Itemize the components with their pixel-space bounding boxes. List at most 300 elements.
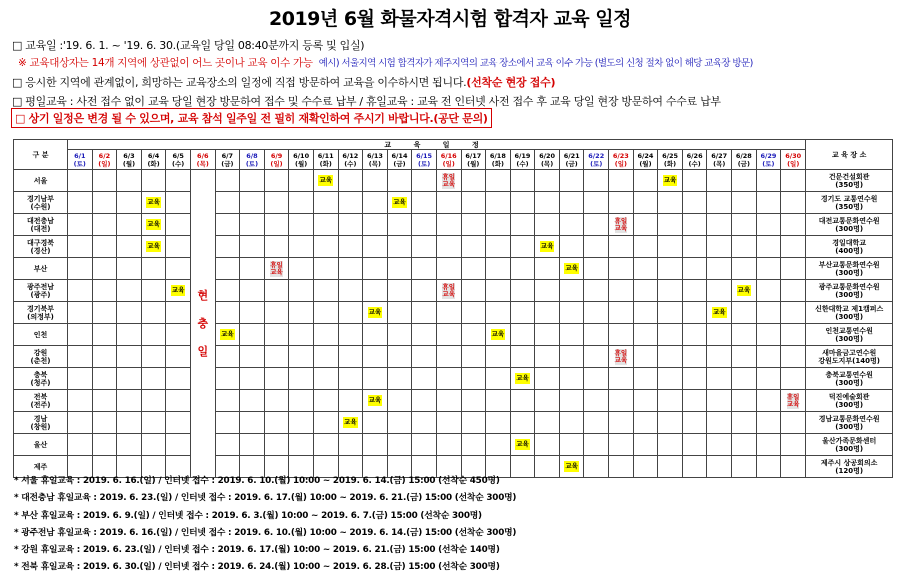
schedule-cell xyxy=(412,280,437,302)
schedule-cell xyxy=(633,324,658,346)
schedule-cell xyxy=(141,412,166,434)
schedule-cell xyxy=(338,324,363,346)
schedule-cell xyxy=(436,302,461,324)
schedule-cell xyxy=(461,324,486,346)
date-cell: 6/19 (수) xyxy=(510,150,535,170)
schedule-cell xyxy=(584,412,609,434)
schedule-cell xyxy=(510,368,535,390)
schedule-cell xyxy=(141,390,166,412)
schedule-cell xyxy=(707,390,732,412)
schedule-cell xyxy=(707,324,732,346)
education-badge: 교육 xyxy=(171,286,185,294)
schedule-cell xyxy=(535,192,560,214)
schedule-cell xyxy=(240,302,265,324)
schedule-cell xyxy=(609,324,634,346)
schedule-cell xyxy=(313,280,338,302)
schedule-cell xyxy=(707,280,732,302)
date-cell: 6/12 (수) xyxy=(338,150,363,170)
schedule-cell xyxy=(658,456,683,478)
schedule-cell xyxy=(387,368,412,390)
schedule-cell xyxy=(732,434,757,456)
region-cell: 경기남부 (수원) xyxy=(14,192,68,214)
schedule-cell xyxy=(387,280,412,302)
schedule-cell xyxy=(559,170,584,192)
date-cell: 6/4 (화) xyxy=(141,150,166,170)
schedule-cell xyxy=(141,324,166,346)
holiday-notes xyxy=(14,473,516,577)
schedule-cell xyxy=(68,280,93,302)
schedule-cell xyxy=(658,412,683,434)
schedule-cell xyxy=(363,324,388,346)
date-cell: 6/29 (토) xyxy=(756,150,781,170)
schedule-cell xyxy=(215,390,240,412)
schedule-cell xyxy=(240,192,265,214)
schedule-cell xyxy=(633,368,658,390)
holiday-education-badge: 휴일 교육 xyxy=(442,172,455,188)
schedule-cell xyxy=(68,412,93,434)
schedule-cell xyxy=(387,302,412,324)
schedule-cell xyxy=(264,236,289,258)
schedule-cell xyxy=(732,390,757,412)
schedule-cell xyxy=(264,258,289,280)
schedule-cell xyxy=(781,412,806,434)
schedule-cell xyxy=(510,324,535,346)
holiday-education-badge: 휴일 교육 xyxy=(442,282,455,298)
education-badge: 교육 xyxy=(147,198,160,206)
schedule-cell xyxy=(117,214,142,236)
schedule-cell xyxy=(633,434,658,456)
memorial-day-char: 충 xyxy=(197,316,209,330)
place-cell: 인천교통연수원 (300명) xyxy=(806,324,893,346)
place-cell: 울산가족문화센터 (300명) xyxy=(806,434,893,456)
schedule-cell xyxy=(609,214,634,236)
schedule-cell xyxy=(240,236,265,258)
schedule-cell xyxy=(240,280,265,302)
note-item: * 서울 휴일교육 : 2019. 6. 16.(일) / 인터넷 접수 : 2019. 6. 10.(월) 10:00 ~ 2019. 6. 14.(금) 15:00 (선착순 450명) xyxy=(14,476,500,486)
education-badge: 교육 xyxy=(565,462,578,470)
schedule-cell xyxy=(363,258,388,280)
schedule-cell xyxy=(781,302,806,324)
schedule-cell xyxy=(707,456,732,478)
schedule-cell xyxy=(756,346,781,368)
schedule-cell xyxy=(682,192,707,214)
schedule-cell xyxy=(609,434,634,456)
region-cell: 강원 (춘천) xyxy=(14,346,68,368)
schedule-cell xyxy=(781,324,806,346)
schedule-cell xyxy=(289,170,314,192)
holiday-education-badge: 휴일 교육 xyxy=(614,216,628,232)
schedule-cell xyxy=(68,368,93,390)
date-cell: 6/30 (일) xyxy=(781,150,806,170)
schedule-cell xyxy=(313,368,338,390)
date-cell: 6/27 (목) xyxy=(707,150,732,170)
education-badge: 교육 xyxy=(147,242,160,250)
schedule-cell xyxy=(92,258,117,280)
schedule-cell xyxy=(486,368,511,390)
schedule-cell xyxy=(387,390,412,412)
schedule-cell xyxy=(756,390,781,412)
schedule-cell xyxy=(166,412,191,434)
schedule-cell xyxy=(240,170,265,192)
schedule-cell xyxy=(461,192,486,214)
schedule-cell xyxy=(240,214,265,236)
place-cell: 대전교통문화연수원 (300명) xyxy=(806,214,893,236)
date-cell: 6/11 (화) xyxy=(313,150,338,170)
schedule-cell xyxy=(141,258,166,280)
schedule-cell xyxy=(92,324,117,346)
schedule-cell xyxy=(264,302,289,324)
schedule-cell xyxy=(584,258,609,280)
schedule-cell xyxy=(633,214,658,236)
table-row xyxy=(14,236,893,258)
schedule-cell xyxy=(141,214,166,236)
date-cell: 6/21 (금) xyxy=(559,150,584,170)
place-cell: 경일대학교 (400명) xyxy=(806,236,893,258)
date-cell: 6/2 (일) xyxy=(92,150,117,170)
schedule-cell xyxy=(535,280,560,302)
schedule-cell xyxy=(313,192,338,214)
schedule-cell xyxy=(436,434,461,456)
schedule-cell xyxy=(264,434,289,456)
schedule-cell xyxy=(289,280,314,302)
schedule-cell xyxy=(387,346,412,368)
schedule-cell xyxy=(781,170,806,192)
date-cell: 6/3 (월) xyxy=(117,150,142,170)
note-item: * 대전충남 휴일교육 : 2019. 6. 23.(일) / 인터넷 접수 : 2019. 6. 17.(월) 10:00 ~ 2019. 6. 21.(금) 15:00 (선착순 300명) xyxy=(14,493,517,504)
schedule-cell xyxy=(781,214,806,236)
schedule-cell xyxy=(584,434,609,456)
schedule-cell xyxy=(756,456,781,478)
schedule-cell xyxy=(68,346,93,368)
region-cell: 광주전남 (광주) xyxy=(14,280,68,302)
schedule-cell xyxy=(215,258,240,280)
region-cell: 전북 (전주) xyxy=(14,390,68,412)
schedule-cell xyxy=(141,170,166,192)
schedule-cell xyxy=(264,324,289,346)
schedule-cell xyxy=(584,390,609,412)
schedule-cell xyxy=(732,346,757,368)
schedule-cell xyxy=(215,368,240,390)
schedule-cell xyxy=(584,192,609,214)
schedule-cell xyxy=(486,258,511,280)
schedule-cell xyxy=(559,390,584,412)
schedule-cell xyxy=(166,192,191,214)
schedule-cell xyxy=(510,192,535,214)
schedule-cell xyxy=(707,434,732,456)
schedule-cell xyxy=(338,390,363,412)
education-badge: 교육 xyxy=(712,308,726,316)
region-cell: 서울 xyxy=(14,170,68,192)
schedule-cell xyxy=(264,192,289,214)
schedule-cell xyxy=(510,236,535,258)
schedule-cell xyxy=(559,346,584,368)
schedule-cell xyxy=(68,214,93,236)
schedule-cell xyxy=(609,390,634,412)
schedule-cell xyxy=(117,170,142,192)
schedule-cell xyxy=(732,368,757,390)
schedule-cell xyxy=(289,390,314,412)
education-badge: 교육 xyxy=(319,176,333,184)
schedule-cell xyxy=(584,302,609,324)
schedule-cell xyxy=(166,258,191,280)
education-badge: 교육 xyxy=(491,330,505,338)
schedule-cell xyxy=(166,214,191,236)
schedule-cell xyxy=(117,302,142,324)
schedule-cell xyxy=(682,258,707,280)
schedule-cell xyxy=(658,302,683,324)
schedule-cell xyxy=(707,412,732,434)
schedule-cell xyxy=(682,390,707,412)
schedule-cell xyxy=(436,368,461,390)
education-badge: 교육 xyxy=(516,374,529,382)
date-cell: 6/16 (일) xyxy=(436,150,461,170)
schedule-cell xyxy=(363,214,388,236)
date-cell: 6/23 (일) xyxy=(609,150,634,170)
schedule-cell xyxy=(412,214,437,236)
schedule-cell xyxy=(658,368,683,390)
schedule-cell xyxy=(289,368,314,390)
schedule-cell xyxy=(559,258,584,280)
place-cell: 제주시 상공회의소 (120명) xyxy=(806,456,893,478)
schedule-cell xyxy=(535,214,560,236)
table-row xyxy=(14,280,893,302)
schedule-cell xyxy=(117,258,142,280)
schedule-cell xyxy=(141,236,166,258)
holiday-education-badge: 휴일 교육 xyxy=(270,260,283,276)
schedule-cell xyxy=(363,412,388,434)
schedule-cell xyxy=(781,280,806,302)
schedule-cell xyxy=(510,214,535,236)
education-badge: 교육 xyxy=(344,418,357,426)
date-cell: 6/22 (토) xyxy=(584,150,609,170)
schedule-cell xyxy=(338,258,363,280)
schedule-cell xyxy=(633,192,658,214)
schedule-cell xyxy=(609,170,634,192)
schedule-cell xyxy=(387,258,412,280)
schedule-cell xyxy=(609,192,634,214)
schedule-table xyxy=(13,139,893,478)
schedule-cell xyxy=(609,412,634,434)
schedule-cell xyxy=(584,280,609,302)
schedule-cell xyxy=(240,346,265,368)
schedule-cell xyxy=(559,456,584,478)
schedule-cell xyxy=(338,280,363,302)
schedule-cell xyxy=(682,346,707,368)
schedule-cell xyxy=(92,192,117,214)
date-row xyxy=(14,150,893,170)
date-cell: 6/18 (화) xyxy=(486,150,511,170)
schedule-cell xyxy=(68,236,93,258)
schedule-cell xyxy=(289,236,314,258)
place-cell: 새마을금고연수원 강원도지부(140명) xyxy=(806,346,893,368)
schedule-cell xyxy=(510,390,535,412)
schedule-cell xyxy=(756,258,781,280)
schedule-cell xyxy=(264,170,289,192)
schedule-cell xyxy=(461,302,486,324)
schedule-cell xyxy=(338,214,363,236)
schedule-cell xyxy=(486,324,511,346)
place-cell: 광주교통문화연수원 (300명) xyxy=(806,280,893,302)
schedule-cell xyxy=(141,192,166,214)
region-cell: 대전충남 (대전) xyxy=(14,214,68,236)
schedule-cell xyxy=(732,412,757,434)
education-badge: 교육 xyxy=(516,440,529,448)
schedule-cell xyxy=(68,258,93,280)
schedule-cell xyxy=(436,258,461,280)
education-badge: 교육 xyxy=(663,176,677,184)
holiday-education-badge: 휴일 교육 xyxy=(786,392,800,408)
schedule-cell xyxy=(781,258,806,280)
schedule-cell xyxy=(338,434,363,456)
schedule-cell xyxy=(264,346,289,368)
schedule-cell xyxy=(658,170,683,192)
schedule-cell xyxy=(461,258,486,280)
schedule-cell xyxy=(264,280,289,302)
schedule-cell xyxy=(609,236,634,258)
schedule-cell xyxy=(141,346,166,368)
schedule-cell xyxy=(633,170,658,192)
place-cell: 충북교통연수원 (300명) xyxy=(806,368,893,390)
schedule-cell xyxy=(363,236,388,258)
schedule-cell xyxy=(732,302,757,324)
schedule-cell xyxy=(609,368,634,390)
schedule-cell xyxy=(117,346,142,368)
schedule-cell xyxy=(781,236,806,258)
date-cell: 6/17 (월) xyxy=(461,150,486,170)
schedule-cell xyxy=(781,456,806,478)
schedule-cell xyxy=(436,390,461,412)
schedule-cell xyxy=(658,214,683,236)
schedule-cell xyxy=(781,346,806,368)
date-cell: 6/5 (수) xyxy=(166,150,191,170)
schedule-cell xyxy=(732,214,757,236)
schedule-cell xyxy=(510,412,535,434)
schedule-cell xyxy=(732,324,757,346)
date-cell: 6/7 (금) xyxy=(215,150,240,170)
schedule-cell xyxy=(510,258,535,280)
schedule-cell xyxy=(117,192,142,214)
schedule-cell xyxy=(781,368,806,390)
date-cell: 6/20 (목) xyxy=(535,150,560,170)
table-row xyxy=(14,214,893,236)
schedule-cell xyxy=(707,236,732,258)
schedule-cell xyxy=(117,390,142,412)
region-cell: 부산 xyxy=(14,258,68,280)
schedule-cell xyxy=(68,170,93,192)
schedule-cell xyxy=(535,170,560,192)
place-cell: 덕진예술회관 (300명) xyxy=(806,390,893,412)
schedule-cell xyxy=(756,302,781,324)
schedule-cell xyxy=(141,302,166,324)
schedule-cell xyxy=(215,324,240,346)
schedule-cell xyxy=(313,346,338,368)
schedule-cell xyxy=(486,280,511,302)
schedule-cell xyxy=(633,456,658,478)
schedule-cell xyxy=(658,258,683,280)
schedule-cell xyxy=(289,412,314,434)
schedule-cell xyxy=(781,434,806,456)
visit-instruction-text: □ 응시한 지역에 관계없이, 희망하는 교육장소의 일정에 직접 방문하여 교육을 이수하시면 됩니다. xyxy=(12,76,467,89)
schedule-cell xyxy=(215,236,240,258)
schedule-cell xyxy=(117,368,142,390)
place-cell: 경기도 교통연수원 (350명) xyxy=(806,192,893,214)
schedule-cell xyxy=(92,412,117,434)
schedule-cell xyxy=(412,258,437,280)
schedule-cell xyxy=(117,434,142,456)
schedule-cell xyxy=(756,412,781,434)
table-row xyxy=(14,192,893,214)
schedule-cell xyxy=(117,280,142,302)
table-row xyxy=(14,346,893,368)
date-cell: 6/13 (목) xyxy=(363,150,388,170)
schedule-cell xyxy=(264,214,289,236)
education-badge: 교육 xyxy=(540,242,554,250)
schedule-cell xyxy=(682,412,707,434)
schedule-cell xyxy=(756,434,781,456)
education-badge: 교육 xyxy=(147,220,160,228)
schedule-cell xyxy=(363,280,388,302)
schedule-cell xyxy=(486,214,511,236)
schedule-cell xyxy=(461,236,486,258)
note-item: * 강원 휴일교육 : 2019. 6. 23.(일) / 인터넷 접수 : 2019. 6. 17.(월) 10:00 ~ 2019. 6. 21.(금) 15:00 (선착순 140명) xyxy=(14,545,500,556)
schedule-cell xyxy=(707,346,732,368)
education-badge: 교육 xyxy=(393,198,406,206)
schedule-cell xyxy=(633,258,658,280)
schedule-cell xyxy=(732,456,757,478)
schedule-cell xyxy=(338,412,363,434)
date-cell: 6/6 (목) xyxy=(190,150,215,170)
table-row xyxy=(14,434,893,456)
schedule-cell xyxy=(584,324,609,346)
page-title: 2019년 6월 화물자격시험 합격자 교육 일정 xyxy=(269,8,631,30)
schedule-cell xyxy=(436,280,461,302)
schedule-cell xyxy=(215,412,240,434)
date-cell: 6/24 (월) xyxy=(633,150,658,170)
schedule-cell xyxy=(313,170,338,192)
schedule-cell xyxy=(436,192,461,214)
schedule-cell xyxy=(707,258,732,280)
schedule-cell xyxy=(240,368,265,390)
schedule-cell xyxy=(289,324,314,346)
schedule-cell xyxy=(756,192,781,214)
schedule-cell xyxy=(141,280,166,302)
schedule-cell xyxy=(117,412,142,434)
schedule-cell xyxy=(338,368,363,390)
schedule-cell xyxy=(559,192,584,214)
region-cell: 대구경북 (경산) xyxy=(14,236,68,258)
schedule-cell xyxy=(658,192,683,214)
date-cell: 6/26 (수) xyxy=(682,150,707,170)
schedule-cell xyxy=(535,302,560,324)
schedule-cell xyxy=(658,236,683,258)
schedule-cell xyxy=(609,346,634,368)
schedule-cell xyxy=(682,368,707,390)
schedule-cell xyxy=(486,434,511,456)
schedule-cell xyxy=(289,258,314,280)
education-badge: 교육 xyxy=(737,286,751,294)
schedule-cell xyxy=(559,434,584,456)
schedule-cell xyxy=(707,170,732,192)
schedule-cell xyxy=(92,368,117,390)
schedule-cell xyxy=(92,280,117,302)
schedule-cell xyxy=(461,390,486,412)
schedule-cell xyxy=(313,214,338,236)
note-item: * 부산 휴일교육 : 2019. 6. 9.(일) / 인터넷 접수 : 2019. 6. 3.(월) 10:00 ~ 2019. 6. 7.(금) 15:00 (선착순 300명) xyxy=(14,510,482,521)
schedule-cell xyxy=(682,236,707,258)
schedule-cell xyxy=(338,236,363,258)
schedule-cell xyxy=(387,236,412,258)
place-cell: 신한대학교 제1캠퍼스 (300명) xyxy=(806,302,893,324)
